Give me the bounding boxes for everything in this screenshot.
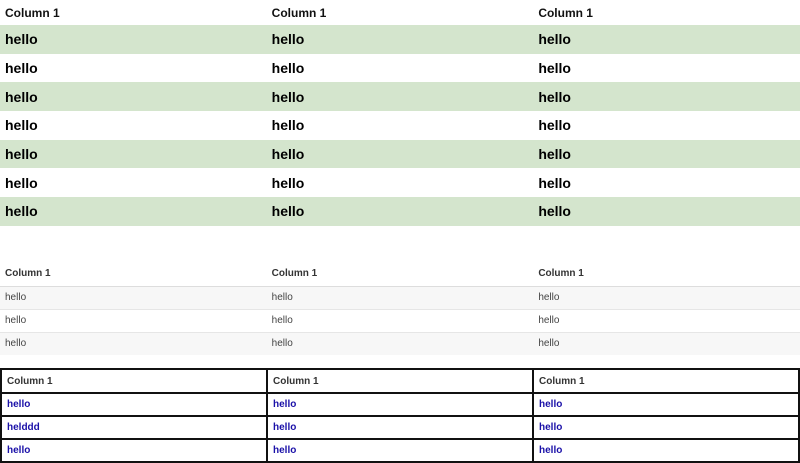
table-row: [0, 54, 800, 83]
table-cell: hello: [0, 309, 267, 332]
table-cell: hello: [267, 197, 534, 226]
table-cell: hello: [533, 286, 800, 309]
table-row: [1, 393, 799, 416]
column-header: Column 1: [533, 262, 800, 286]
table-cell: hello: [267, 416, 533, 439]
table-row: [0, 140, 800, 169]
table-cell: hello: [533, 197, 800, 226]
table-cell: hello: [533, 140, 800, 169]
table-cell: hello: [533, 25, 800, 54]
table-cell: hello: [533, 82, 800, 111]
table-cell: hello: [267, 25, 534, 54]
column-header: Column 1: [533, 369, 799, 393]
table-cell: hello: [533, 439, 799, 462]
table-cell: hello: [0, 286, 267, 309]
table-cell: hello: [271, 60, 305, 77]
table-cell: hello: [533, 309, 800, 332]
table-row: [0, 197, 800, 226]
table-cell: hello: [1, 393, 267, 416]
table-cell: hello: [538, 174, 571, 191]
column-header: Column 1: [1, 369, 267, 393]
table-cell: hello: [5, 174, 38, 191]
table-cell: hello: [0, 82, 267, 111]
table-cell: hello: [538, 60, 571, 77]
column-header: Column 1: [271, 5, 327, 20]
table-cell: hello: [5, 60, 38, 77]
table-cell: hello: [1, 439, 267, 462]
table-cell: hello: [533, 393, 799, 416]
header-row: [0, 262, 800, 286]
table-cell: hello: [267, 309, 534, 332]
table-row: [0, 82, 800, 111]
table-cell: hello: [533, 416, 799, 439]
column-header: Column 1: [538, 5, 593, 20]
striped-table: [0, 0, 800, 226]
table-cell: hello: [267, 140, 534, 169]
table-row: [0, 309, 800, 332]
table-row: [1, 416, 799, 439]
table-cell: hello: [538, 117, 571, 134]
table-cell: hello: [267, 82, 534, 111]
table-cell: hello: [0, 140, 267, 169]
table-cell: hello: [0, 332, 267, 355]
header-row: [0, 0, 800, 25]
table-cell: hello: [0, 197, 267, 226]
column-header: Column 1: [267, 369, 533, 393]
table-row: [0, 25, 800, 54]
column-header: Column 1: [0, 262, 267, 286]
table-cell: hello: [267, 393, 533, 416]
table-cell: hello: [0, 25, 267, 54]
column-header: Column 1: [5, 5, 60, 20]
table-row: [0, 332, 800, 355]
header-row: [1, 369, 799, 393]
table-cell: hello: [5, 117, 38, 134]
table-cell: hello: [533, 332, 800, 355]
table-row: [0, 286, 800, 309]
table-cell: helddd: [1, 416, 267, 439]
table-row: [1, 439, 799, 462]
table-row: [0, 168, 800, 197]
table-cell: hello: [271, 117, 305, 134]
table-cell: hello: [267, 332, 534, 355]
bordered-table: [0, 368, 800, 463]
light-table: [0, 262, 800, 355]
table-row: [0, 111, 800, 140]
table-cell: hello: [267, 286, 534, 309]
column-header: Column 1: [267, 262, 534, 286]
table-cell: hello: [267, 439, 533, 462]
table-cell: hello: [271, 174, 305, 191]
